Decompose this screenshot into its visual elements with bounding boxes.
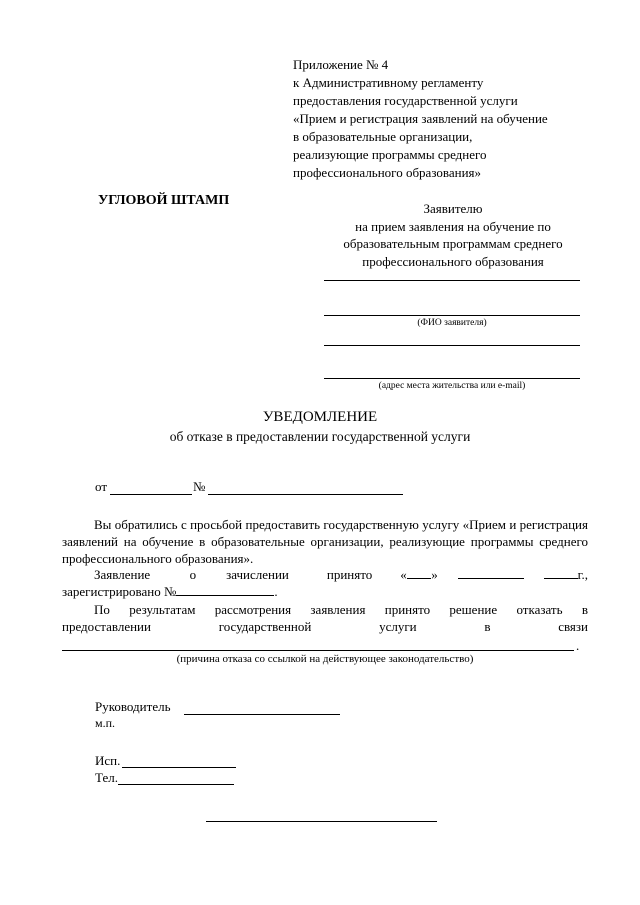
result-word: заявления [310,602,366,617]
executor-field[interactable] [122,767,236,768]
year-field[interactable] [544,566,577,579]
refusal-reason-field[interactable] [62,650,574,651]
applicant-address-line-2[interactable] [324,378,580,379]
result-word: результатам [129,602,196,617]
head-label: Руководитель [95,699,171,714]
day-field[interactable] [407,566,432,579]
appendix-line: предоставления государственной услуги [293,93,518,108]
registration-period: . [274,584,278,599]
addressee-line: на прием заявления на обучение по [355,218,551,234]
appendix-line: реализующие программы среднего [293,147,487,162]
quote-open: « [400,567,407,582]
date-from-label: от [95,479,108,494]
result-row [94,602,588,618]
appendix-line: к Административному регламенту [293,75,484,90]
appendix-line: Приложение № 4 [293,57,389,72]
provision-word: государственной [218,619,312,634]
appendix-line: профессионального образования» [293,165,482,180]
quote-close: » [431,567,438,582]
corner-stamp-label: УГЛОВОЙ ШТАМП [98,193,230,208]
result-word: решение [449,602,498,617]
provision-word: услуги [379,619,417,634]
addressee-line: образовательным программам среднего [343,236,563,251]
provision-word: предоставлении [62,619,151,634]
result-word: отказать [516,602,563,617]
registration-number-field[interactable] [176,583,274,596]
applicant-name-line-1[interactable] [324,280,580,281]
statement-word: о [189,567,197,582]
statement-word: зачислении [226,567,289,582]
applicant-name-line-2[interactable] [324,315,580,316]
result-word: принято [384,602,431,617]
result-word: рассмотрения [214,602,292,617]
appendix-line: в образовательные организации, [293,129,473,144]
provision-word: в [484,619,491,634]
request-paragraph: Вы обратились с просьбой предоставить государственную услугу «Прием и регистрация заявлений на обучение в образовательные организации, реализующие программы среднего профессионального образования». [62,517,588,566]
appendix-block [293,56,548,182]
statement-word: Заявление [94,567,151,582]
seal-place-label: м.п. [95,716,116,730]
registration-row [62,583,278,600]
year-suffix: г., [577,567,589,582]
month-field[interactable] [458,566,525,579]
appendix-line: «Прием и регистрация заявлений на обучение [293,111,548,126]
statement-word: принято [326,567,373,582]
number-label: № [193,479,206,494]
footer-separator [206,821,437,822]
phone-label: Тел. [95,770,118,785]
notice-title: УВЕДОМЛЕНИЕ [262,409,378,425]
registered-label: зарегистрировано № [62,584,177,599]
addressee-line: профессионального образования [362,253,544,269]
number-field[interactable] [208,494,403,495]
addressee-line: Заявителю [423,201,483,216]
addressee-block [318,200,588,270]
result-word: По [94,602,110,617]
date-field[interactable] [110,494,192,495]
address-caption: (адрес места жительства или e-mail) [378,381,526,391]
provision-row [62,619,588,635]
phone-field[interactable] [118,784,234,785]
reason-period: . [576,638,580,653]
executor-label: Исп. [95,753,121,768]
notice-subtitle: об отказе в предоставлении государственной услуги [169,429,471,444]
head-signature-field[interactable] [184,714,340,715]
provision-word: связи [558,619,588,634]
reason-caption: (причина отказа со ссылкой на действующее законодательство) [176,653,474,665]
fio-caption: (ФИО заявителя) [417,318,487,328]
applicant-address-line-1[interactable] [324,345,580,346]
result-word: в [581,602,588,617]
statement-row [94,566,588,583]
